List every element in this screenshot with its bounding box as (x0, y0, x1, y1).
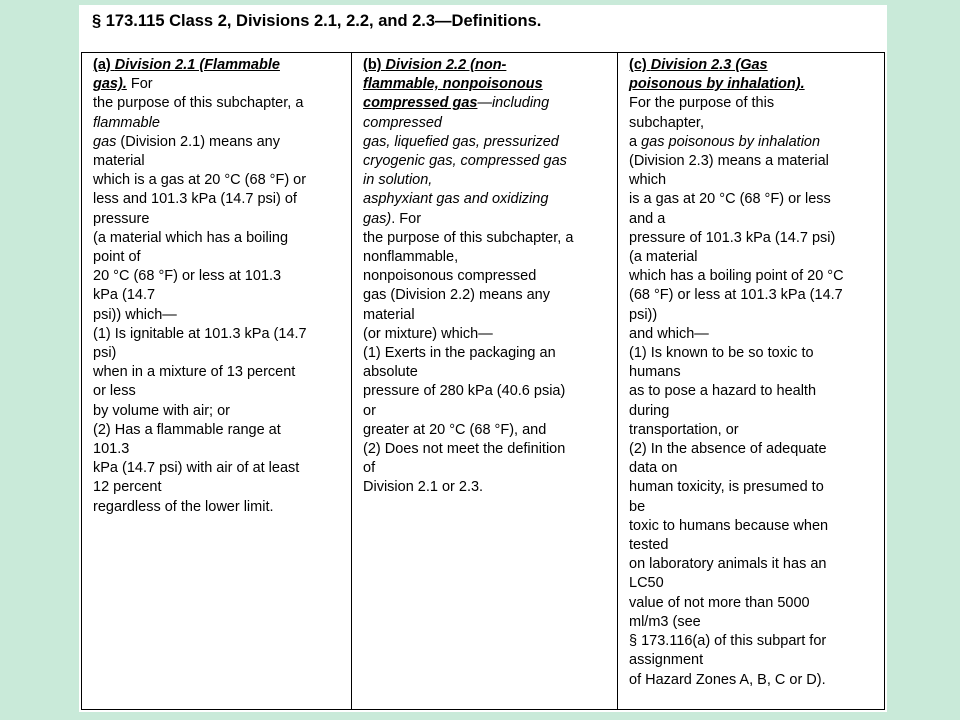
text-line (93, 133, 345, 152)
text-segment: gas poisonous by inhalation (641, 133, 821, 150)
text-segment: gas, liquefied gas, pressurized (363, 133, 559, 150)
text-line (629, 56, 878, 75)
text-line (363, 344, 611, 363)
text-segment: material (363, 306, 415, 323)
text-line (93, 402, 345, 421)
text-line (363, 382, 611, 401)
text-line (93, 440, 345, 459)
text-segment: . For (391, 210, 422, 227)
document-page (79, 5, 887, 712)
text-line (363, 306, 611, 325)
text-line (93, 171, 345, 190)
text-segment: LC50 (629, 575, 664, 592)
text-segment: subchapter, (629, 114, 704, 131)
text-segment: pressure (93, 210, 150, 227)
division-heading: (c) (629, 57, 651, 73)
text-line (629, 171, 878, 190)
text-segment: compressed (363, 114, 442, 131)
text-line (363, 421, 611, 440)
text-segment: § 173.116(a) of this subpart for (629, 633, 827, 650)
text-line (93, 229, 345, 248)
text-line (629, 459, 878, 478)
text-segment: (or mixture) which— (363, 325, 493, 342)
text-segment: assignment (629, 652, 704, 669)
text-segment: (Division 2.1) means any (116, 133, 280, 150)
text-segment: asphyxiant gas and oxidizing (363, 191, 549, 208)
text-segment: (Division 2.3) means a material (629, 153, 829, 170)
text-line (363, 56, 611, 75)
text-line (629, 651, 878, 670)
text-line (363, 190, 611, 209)
text-segment: (2) In the absence of adequate (629, 441, 827, 458)
text-line (629, 114, 878, 133)
text-line (363, 229, 611, 248)
text-segment: (2) Does not meet the definition (363, 441, 566, 458)
text-segment: of Hazard Zones A, B, C or D). (629, 671, 826, 688)
text-segment: (a material (629, 249, 698, 266)
text-segment: For (126, 76, 153, 93)
text-segment: transportation, or (629, 421, 739, 438)
text-segment: 20 °C (68 °F) or less at 101.3 (93, 268, 282, 285)
text-segment: cryogenic gas, compressed gas (363, 153, 567, 170)
text-line (93, 421, 345, 440)
division-heading: Division 2.2 (non- (385, 57, 507, 73)
text-line (93, 286, 345, 305)
text-line (629, 517, 878, 536)
text-line (93, 248, 345, 267)
text-line (629, 671, 878, 690)
text-line (629, 498, 878, 517)
text-line (629, 229, 878, 248)
text-line (629, 555, 878, 574)
text-line (93, 459, 345, 478)
text-segment: value of not more than 5000 (629, 594, 810, 611)
text-segment: in solution, (363, 172, 433, 189)
text-line (629, 594, 878, 613)
text-segment: during (629, 402, 670, 419)
text-line (629, 440, 878, 459)
division-heading: gas). (93, 76, 127, 93)
text-segment: gas) (363, 210, 392, 227)
text-segment: kPa (14.7 (93, 287, 156, 304)
text-line (93, 210, 345, 229)
division-heading: (a) (93, 57, 115, 73)
text-segment: and which— (629, 325, 709, 342)
text-segment: the purpose of this subchapter, a (93, 95, 304, 112)
text-segment: absolute (363, 364, 418, 381)
table-row (82, 53, 885, 710)
text-line (629, 286, 878, 305)
text-segment: (a material which has a boiling (93, 229, 289, 246)
text-segment: on laboratory animals it has an (629, 556, 827, 573)
division-heading: Division 2.1 (Flammable (114, 57, 280, 73)
text-segment: tested (629, 537, 669, 554)
text-line (363, 267, 611, 286)
text-line (629, 382, 878, 401)
text-segment: gas (Division 2.2) means any (363, 287, 550, 304)
text-segment: pressure of 280 kPa (40.6 psia) (363, 383, 566, 400)
division-heading: poisonous by inhalation). (629, 76, 805, 93)
text-segment: is a gas at 20 °C (68 °F) or less (629, 191, 831, 208)
text-line (363, 114, 611, 133)
text-line (629, 344, 878, 363)
text-line (629, 363, 878, 382)
text-segment: be (629, 498, 646, 515)
text-line (629, 421, 878, 440)
text-line (93, 344, 345, 363)
text-segment: psi) (93, 345, 117, 362)
text-line (629, 190, 878, 209)
text-line (629, 210, 878, 229)
text-segment: by volume with air; or (93, 402, 230, 419)
text-line (93, 478, 345, 497)
division-heading: compressed gas (363, 95, 478, 112)
text-line (363, 210, 611, 229)
text-line (93, 382, 345, 401)
text-line (629, 478, 878, 497)
text-segment: regardless of the lower limit. (93, 498, 274, 515)
text-segment: (1) Is known to be so toxic to (629, 345, 814, 362)
text-line (363, 459, 611, 478)
text-segment: ml/m3 (see (629, 613, 701, 630)
text-line (93, 363, 345, 382)
text-line (629, 248, 878, 267)
text-segment: 12 percent (93, 479, 162, 496)
text-segment: material (93, 153, 145, 170)
text-segment: 101.3 (93, 441, 130, 458)
text-segment: For the purpose of this (629, 95, 775, 112)
text-segment: flammable (93, 114, 160, 131)
text-line (629, 325, 878, 344)
division-heading: Division 2.3 (Gas (650, 57, 768, 73)
text-segment: psi)) (629, 306, 658, 323)
text-segment: psi)) which— (93, 306, 177, 323)
text-segment: when in a mixture of 13 percent (93, 364, 296, 381)
text-segment: gas (93, 133, 117, 150)
text-segment: or less (93, 383, 136, 400)
text-line (363, 440, 611, 459)
definitions-table (81, 52, 885, 710)
text-segment: which has a boiling point of 20 °C (629, 268, 844, 285)
text-segment: of (363, 460, 376, 477)
division-heading: (b) (363, 57, 386, 73)
text-segment: and a (629, 210, 666, 227)
text-segment: a (629, 133, 642, 150)
section-title: § 173.115 Class 2, Divisions 2.1, 2.2, and 2.3—Definitions. (92, 12, 542, 30)
text-segment: —including (477, 95, 550, 112)
text-line (629, 402, 878, 421)
text-line (629, 94, 878, 113)
division-2-3-cell (618, 53, 885, 710)
text-line (629, 632, 878, 651)
text-line (363, 94, 611, 113)
text-line (363, 363, 611, 382)
text-line (93, 325, 345, 344)
text-line (629, 267, 878, 286)
text-segment: as to pose a hazard to health (629, 383, 817, 400)
text-segment: data on (629, 460, 678, 477)
text-segment: which (629, 172, 667, 189)
text-line (93, 114, 345, 133)
text-segment: (68 °F) or less at 101.3 kPa (14.7 (629, 287, 843, 304)
text-line (629, 306, 878, 325)
text-line (93, 190, 345, 209)
text-segment: (1) Is ignitable at 101.3 kPa (14.7 (93, 325, 307, 342)
division-2-2-cell (352, 53, 618, 710)
text-segment: nonpoisonous compressed (363, 268, 537, 285)
text-line (363, 152, 611, 171)
text-segment: toxic to humans because when (629, 517, 829, 534)
text-segment: greater at 20 °C (68 °F), and (363, 421, 547, 438)
text-line (629, 574, 878, 593)
text-line (93, 152, 345, 171)
text-segment: less and 101.3 kPa (14.7 psi) of (93, 191, 297, 208)
text-line (629, 152, 878, 171)
text-line (629, 75, 878, 94)
text-segment: (2) Has a flammable range at (93, 421, 281, 438)
text-segment: or (363, 402, 376, 419)
text-line (363, 248, 611, 267)
text-segment: which is a gas at 20 °C (68 °F) or (93, 172, 307, 189)
text-line (363, 75, 611, 94)
text-line (629, 536, 878, 555)
division-heading: flammable, nonpoisonous (363, 76, 543, 93)
text-line (93, 56, 345, 75)
text-segment: nonflammable, (363, 249, 459, 266)
text-segment: kPa (14.7 psi) with air of at least (93, 460, 300, 477)
text-segment: (1) Exerts in the packaging an (363, 345, 556, 362)
text-segment: the purpose of this subchapter, a (363, 229, 574, 246)
text-line (363, 133, 611, 152)
text-line (93, 94, 345, 113)
text-segment: human toxicity, is presumed to (629, 479, 824, 496)
text-line (93, 306, 345, 325)
text-line (363, 286, 611, 305)
text-segment: Division 2.1 or 2.3. (363, 479, 484, 496)
text-segment: pressure of 101.3 kPa (14.7 psi) (629, 229, 836, 246)
text-line (363, 402, 611, 421)
text-line (93, 267, 345, 286)
text-segment: humans (629, 364, 681, 381)
text-line (93, 75, 345, 94)
text-line (363, 325, 611, 344)
division-2-1-cell (82, 53, 352, 710)
text-line (629, 133, 878, 152)
text-line (363, 478, 611, 497)
text-line (629, 613, 878, 632)
text-line (93, 498, 345, 517)
text-line (363, 171, 611, 190)
text-segment: point of (93, 249, 141, 266)
